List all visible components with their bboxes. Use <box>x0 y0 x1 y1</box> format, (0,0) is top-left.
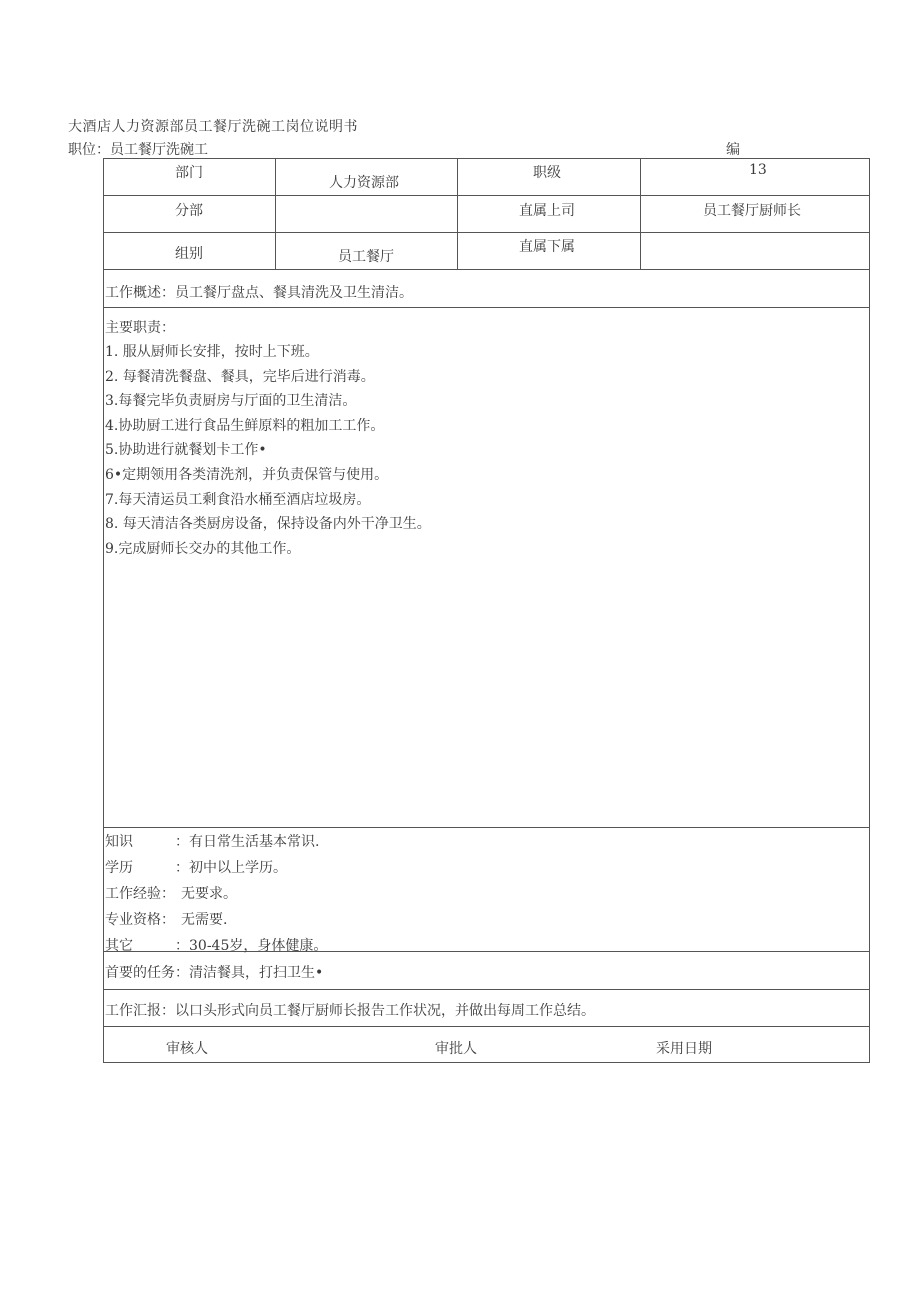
grid-line <box>103 269 870 270</box>
approver-label: 审批人 <box>435 1041 477 1057</box>
qual-certification-label: 专业资格： <box>105 912 175 928</box>
qual-experience-label: 工作经验： <box>105 886 175 902</box>
grid-line <box>103 307 870 308</box>
duty-item: 9.完成厨师长交办的其他工作。 <box>105 541 301 557</box>
grid-line <box>457 158 458 269</box>
division-label: 分部 <box>175 203 203 219</box>
grade-value: 13 <box>749 162 767 178</box>
reviewer-label: 审核人 <box>166 1041 208 1057</box>
group-value: 员工餐厅 <box>338 249 394 265</box>
grid-line <box>103 827 870 828</box>
qual-knowledge-label: 知识 <box>105 834 133 850</box>
duty-item: 5.协助进行就餐划卡工作• <box>105 442 267 458</box>
dept-label: 部门 <box>175 165 203 181</box>
work-report: 工作汇报：以口头形式向员工餐厅厨师长报告工作状况，并做出每周工作总结。 <box>105 1003 595 1019</box>
supervisor-label: 直属上司 <box>519 203 575 219</box>
grid-line <box>103 195 870 196</box>
qual-experience-value: 无要求。 <box>181 886 237 902</box>
grid-line <box>103 989 870 990</box>
position-line: 职位：员工餐厅洗碗工 <box>68 142 208 158</box>
duty-item: 1. 服从厨师长安排，按时上下班。 <box>105 344 319 360</box>
duties-heading: 主要职责： <box>105 320 175 336</box>
grade-label: 职级 <box>533 165 561 181</box>
subordinate-label: 直属下属 <box>519 239 575 255</box>
duty-item: 7.每天清运员工剩食沿水桶至酒店垃圾房。 <box>105 492 371 508</box>
primary-task: 首要的任务：清洁餐具，打扫卫生• <box>105 965 324 981</box>
code-label: 编 <box>726 142 740 158</box>
duty-item: 2. 每餐清洗餐盘、餐具，完毕后进行消毒。 <box>105 369 375 385</box>
qual-education-value: ：初中以上学历。 <box>175 860 287 876</box>
grid-line <box>103 232 870 233</box>
qual-education-label: 学历 <box>105 860 133 876</box>
duty-item: 8. 每天清洁各类厨房设备，保持设备内外干净卫生。 <box>105 516 431 532</box>
grid-line <box>103 1026 870 1027</box>
duty-item: 3.每餐完毕负责厨房与厅面的卫生清洁。 <box>105 393 357 409</box>
qual-other-value: ：30-45岁，身体健康。 <box>175 938 328 954</box>
qual-other-label: 其它 <box>105 938 133 954</box>
qual-knowledge-value: ：有日常生活基本常识. <box>175 834 320 850</box>
qual-certification-value: 无需要. <box>181 912 228 928</box>
work-overview: 工作概述：员工餐厅盘点、餐具清洗及卫生清洁。 <box>105 285 413 301</box>
document-title: 大酒店人力资源部员工餐厅洗碗工岗位说明书 <box>68 119 358 135</box>
supervisor-value: 员工餐厅厨师长 <box>703 203 801 219</box>
grid-line <box>640 158 641 269</box>
adopt-date-label: 采用日期 <box>656 1041 712 1057</box>
group-label: 组别 <box>175 246 203 262</box>
dept-value: 人力资源部 <box>329 175 399 191</box>
duty-item: 4.协助厨工进行食品生鲜原料的粗加工工作。 <box>105 418 385 434</box>
grid-line <box>275 158 276 269</box>
duty-item: 6•定期领用各类清洗剂，并负责保管与使用。 <box>105 467 389 483</box>
